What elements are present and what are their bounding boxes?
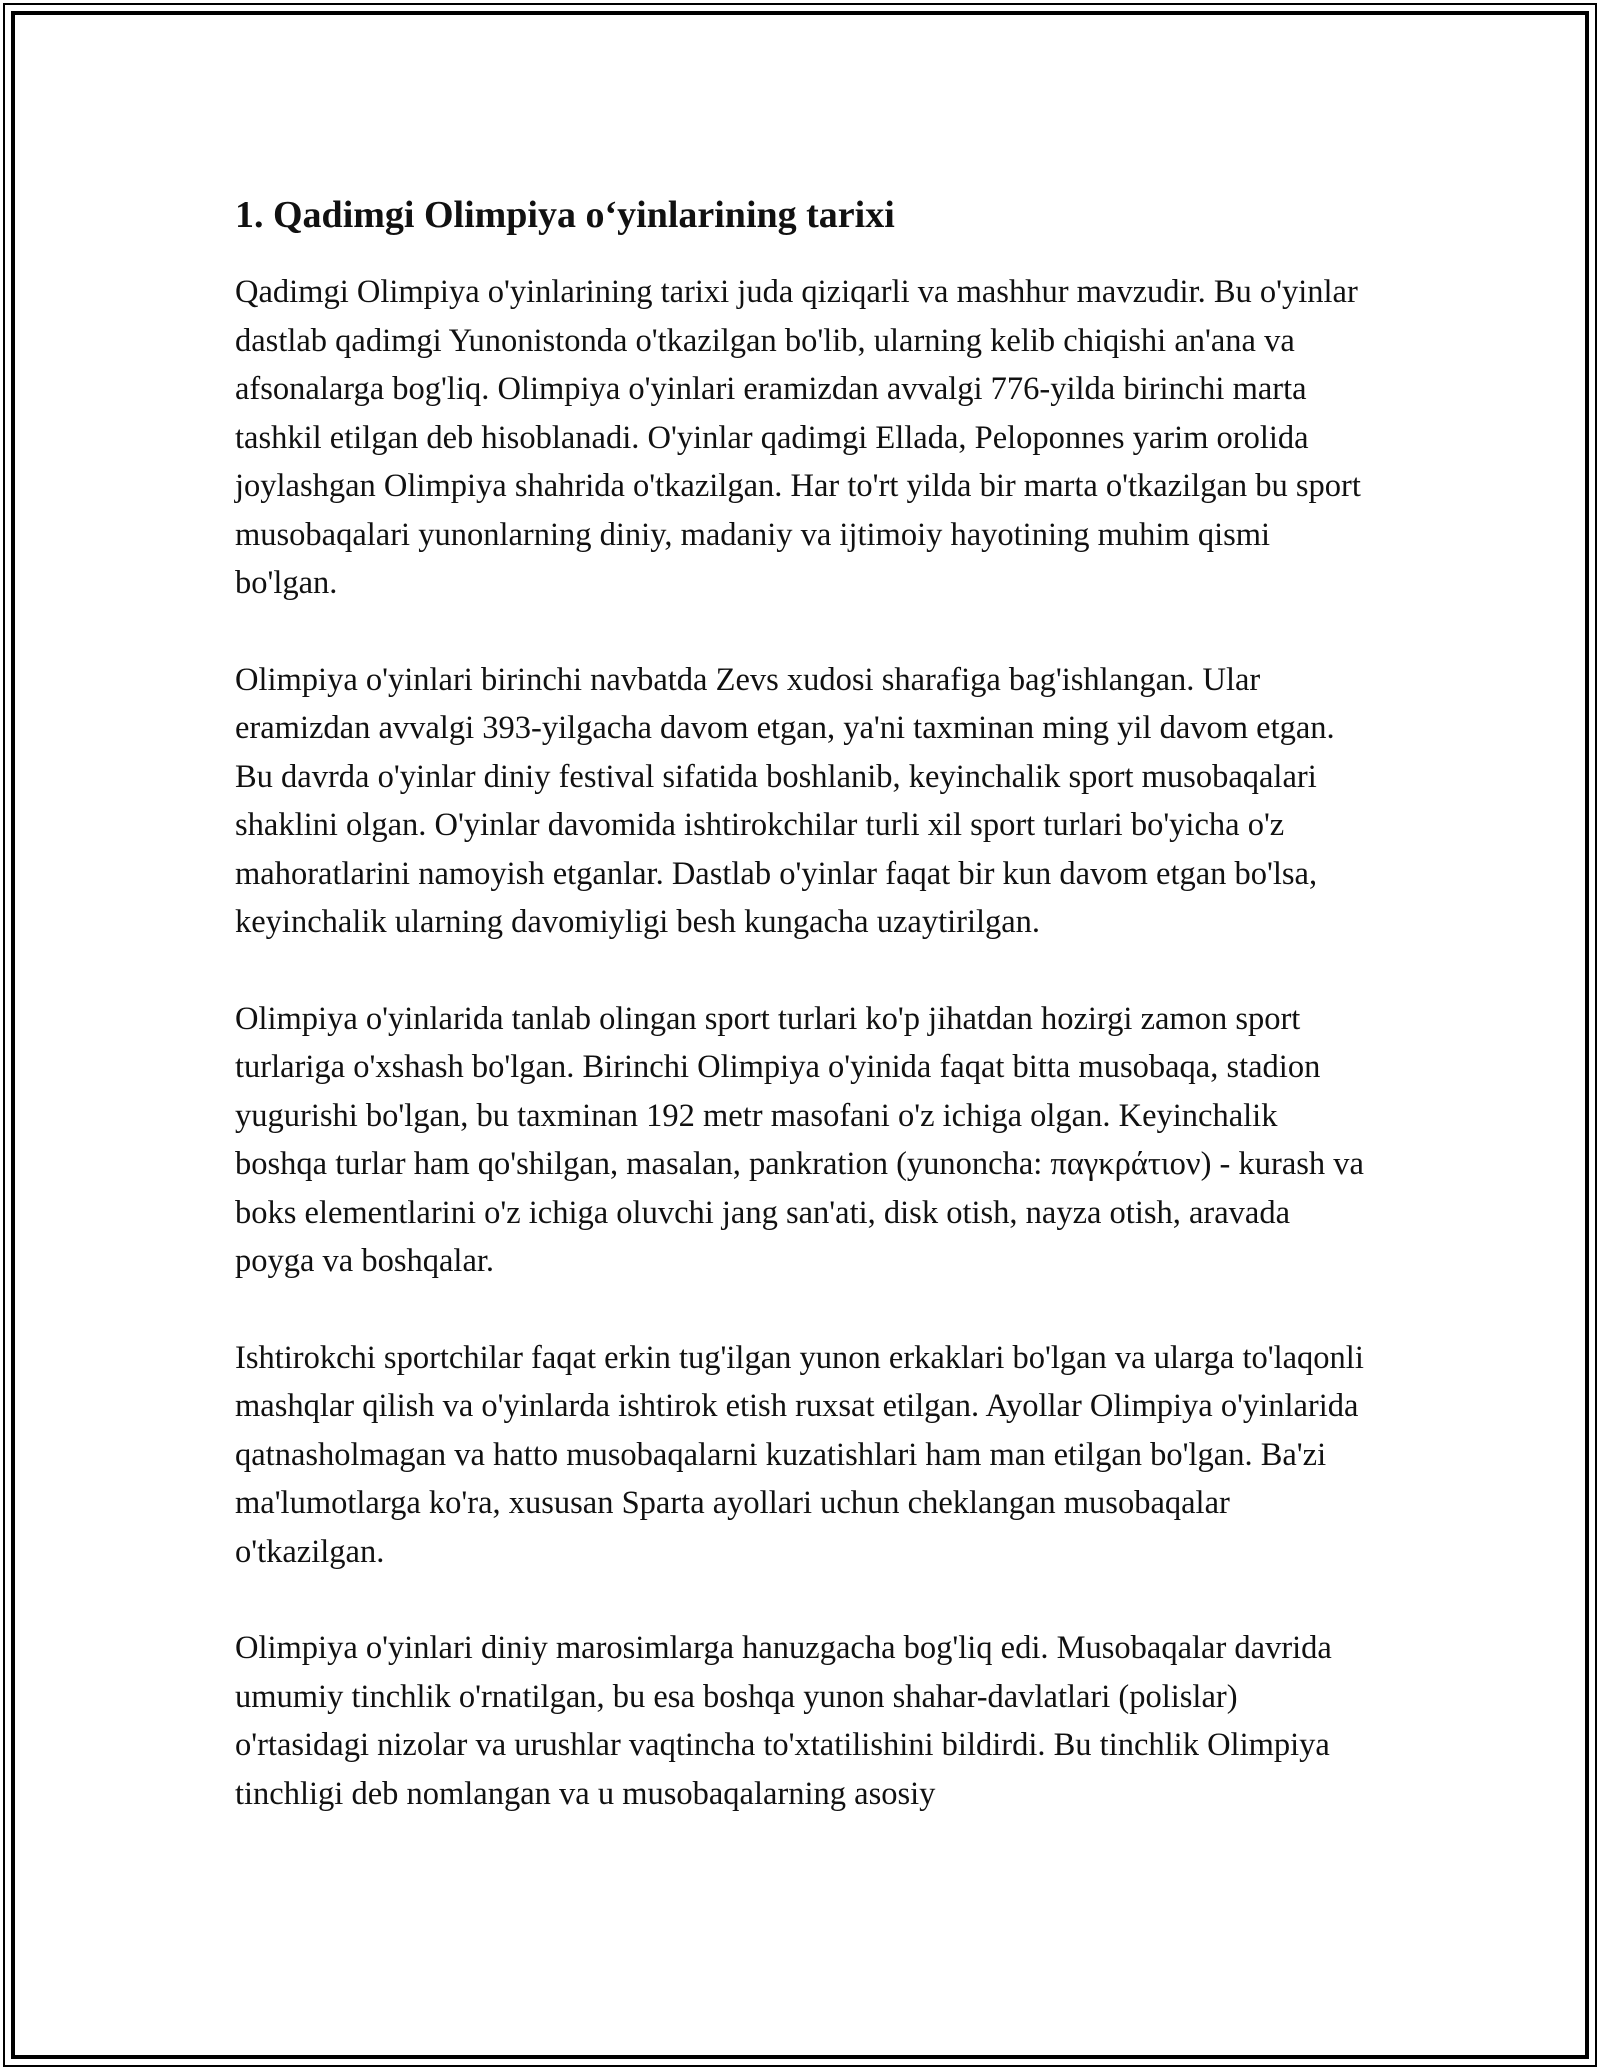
paragraph-origins: Qadimgi Olimpiya o'yinlarining tarixi juda qiziqarli va mashhur mavzudir. Bu o'yinlar dastlab qadimgi Yunonistonda o'tkazilgan bo'lib, ularning kelib chiqishi an'ana va afsonalarga bog'liq. Olimpiya o'yinlari eramizdan avvalgi 776-yilda birinchi marta tashkil etilgan deb hisoblanadi. O'yinlar qadimgi Ellada, Peloponnes yarim orolida joylashgan Olimpiya shahrida o'tkazilgan. Har to'rt yilda bir marta o'tkazilgan bu sport musobaqalari yunonlarning diniy, madaniy va ijtimoiy hayotining muhim qismi bo'lgan. xyxy=(235,274,1361,601)
paragraph-truce: Olimpiya o'yinlari diniy marosimlarga hanuzgacha bog'liq edi. Musobaqalar davrida umumiy tinchlik o'rnatilgan, bu esa boshqa yunon shahar-davlatlari (polislar) o'rtasidagi nizolar va urushlar vaqtincha to'xtatilishini bildirdi. Bu tinchlik Olimpiya tinchligi deb nomlangan va u musobaqalarning asosiy xyxy=(235,1630,1332,1812)
paragraph-sports: Olimpiya o'yinlarida tanlab olingan sport turlari ko'p jihatdan hozirgi zamon sport turlariga o'xshash bo'lgan. Birinchi Olimpiya o'yinida faqat bitta musobaqa, stadion yugurishi bo'lgan, bu taxminan 192 metr masofani o'z ichiga olgan. Keyinchalik boshqa turlar ham qo'shilgan, masalan, pankration (yunoncha: παγκράτιον) - kurash va boks elementlarini o'z ichiga oluvchi jang san'ati, disk otish, nayza otish, aravada poyga va boshqalar. xyxy=(235,1000,1364,1279)
document-body xyxy=(235,188,1375,1866)
paragraph-participants: Ishtirokchi sportchilar faqat erkin tug'ilgan yunon erkaklari bo'lgan va ularga to'laqonli mashqlar qilish va o'yinlarda ishtirok etish ruxsat etilgan. Ayollar Olimpiya o'yinlarida qatnasholmagan va hatto musobaqalarni kuzatishlari ham man etilgan bo'lgan. Ba'zi ma'lumotlarga ko'ra, xususan Sparta ayollari uchun cheklangan musobaqalar o'tkazilgan. xyxy=(235,1339,1364,1570)
section-heading: 1. Qadimgi Olimpiya o‘yinlarining tarixi xyxy=(235,194,895,236)
paragraph-zeus: Olimpiya o'yinlari birinchi navbatda Zevs xudosi sharafiga bag'ishlangan. Ular eramizdan avvalgi 393-yilgacha davom etgan, ya'ni taxminan ming yil davom etgan. Bu davrda o'yinlar diniy festival sifatida boshlanib, keyinchalik sport musobaqalari shaklini olgan. O'yinlar davomida ishtirokchilar turli xil sport turlari bo'yicha o'z mahoratlarini namoyish etganlar. Dastlab o'yinlar faqat bir kun davom etgan bo'lsa, keyinchalik ularning davomiyligi besh kungacha uzaytirilgan. xyxy=(235,661,1335,940)
